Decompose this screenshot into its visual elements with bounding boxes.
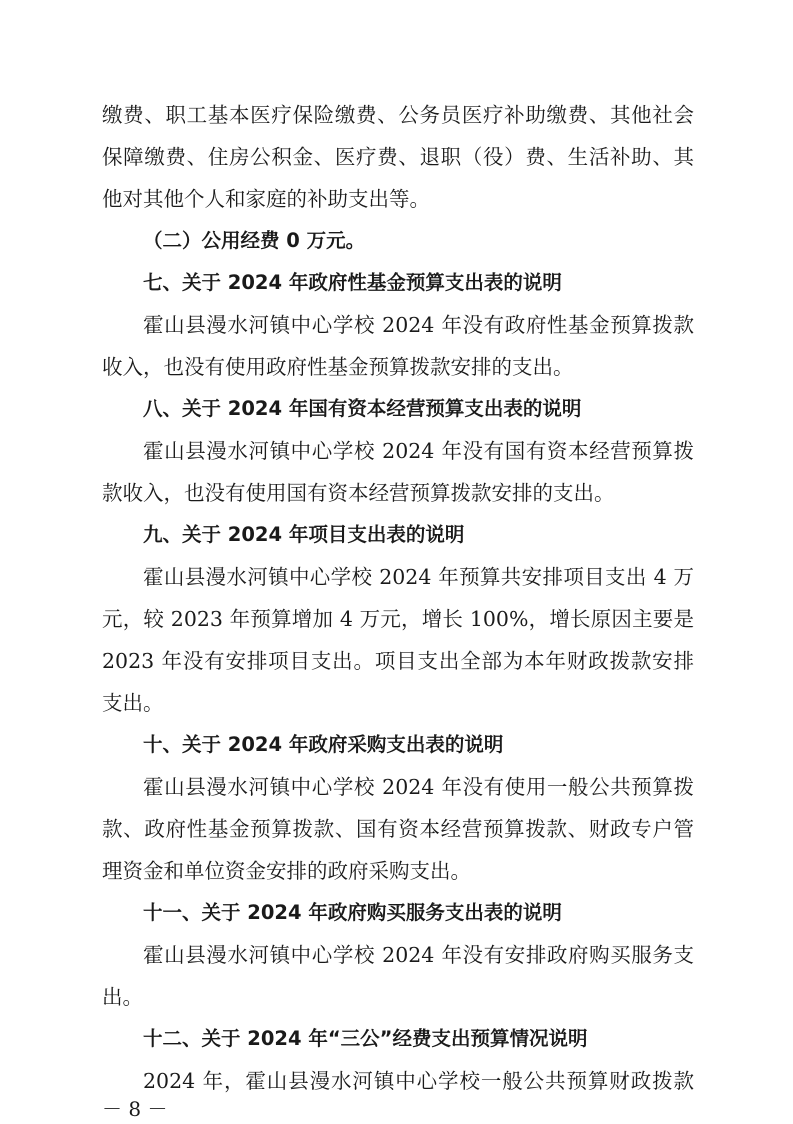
body-text-line: 款收入，也没有使用国有资本经营预算拨款安排的支出。 [102, 481, 615, 505]
body-text-line: 元，较 2023 年预算增加 4 万元，增长 100%，增长原因主要是 [102, 607, 694, 631]
page-number: － 8 － [102, 1097, 168, 1121]
section-heading: 九、关于 2024 年项目支出表的说明 [143, 523, 465, 546]
body-text-line: 支出。 [102, 691, 164, 715]
section-heading: 七、关于 2024 年政府性基金预算支出表的说明 [143, 271, 562, 294]
section-heading: 十、关于 2024 年政府采购支出表的说明 [143, 733, 504, 756]
body-text-line: 霍山县漫水河镇中心学校 2024 年没有使用一般公共预算拨 [143, 775, 694, 799]
body-text-line: 出。 [102, 985, 143, 1009]
body-text-line: 他对其他个人和家庭的补助支出等。 [102, 187, 430, 211]
subsection-heading: （二）公用经费 0 万元。 [143, 229, 366, 252]
body-text-line: 2024 年，霍山县漫水河镇中心学校一般公共预算财政拨款 [143, 1069, 694, 1093]
section-heading: 十二、关于 2024 年“三公”经费支出预算情况说明 [143, 1027, 588, 1050]
body-text-line: 霍山县漫水河镇中心学校 2024 年预算共安排项目支出 4 万 [143, 565, 694, 589]
section-heading: 八、关于 2024 年国有资本经营预算支出表的说明 [143, 397, 582, 420]
section-heading: 十一、关于 2024 年政府购买服务支出表的说明 [143, 901, 562, 924]
body-text-line: 2023 年没有安排项目支出。项目支出全部为本年财政拨款安排 [102, 649, 694, 673]
body-text-line: 保障缴费、住房公积金、医疗费、退职（役）费、生活补助、其 [102, 145, 694, 169]
body-text-line: 款、政府性基金预算拨款、国有资本经营预算拨款、财政专户管 [102, 817, 694, 841]
body-text-line: 收入，也没有使用政府性基金预算拨款安排的支出。 [102, 355, 574, 379]
body-text-line: 霍山县漫水河镇中心学校 2024 年没有安排政府购买服务支 [143, 943, 694, 967]
body-text-line: 理资金和单位资金安排的政府采购支出。 [102, 859, 471, 883]
body-text-line: 霍山县漫水河镇中心学校 2024 年没有政府性基金预算拨款 [143, 313, 694, 337]
body-text-line: 霍山县漫水河镇中心学校 2024 年没有国有资本经营预算拨 [143, 439, 694, 463]
body-text-line: 缴费、职工基本医疗保险缴费、公务员医疗补助缴费、其他社会 [102, 103, 694, 127]
